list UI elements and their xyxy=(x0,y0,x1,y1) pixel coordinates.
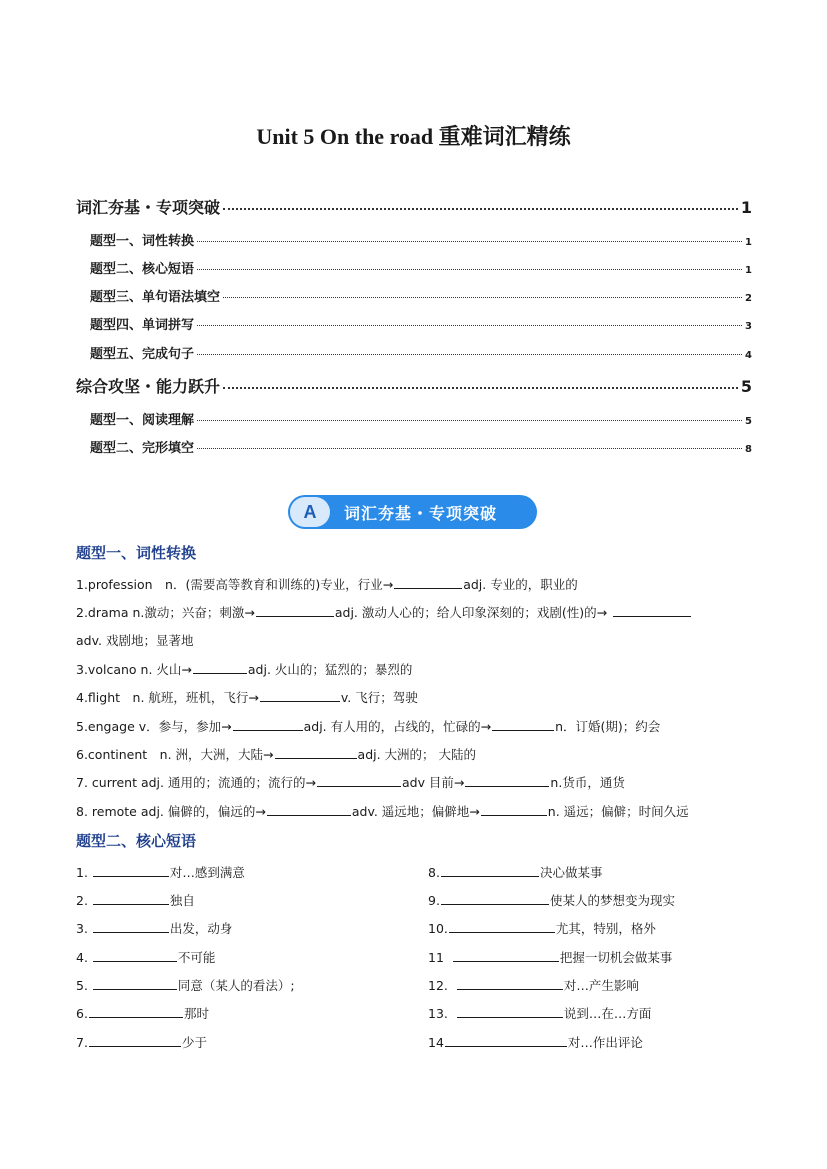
toc-label: 题型一、词性转换 xyxy=(90,234,195,249)
phrase-meaning: 说到…在…方面 xyxy=(563,1006,652,1021)
answer-blank[interactable] xyxy=(457,1005,563,1018)
toc-page: 5 xyxy=(740,377,752,396)
answer-blank[interactable] xyxy=(457,977,563,990)
phrase-item xyxy=(76,976,295,994)
answer-blank[interactable] xyxy=(260,689,340,702)
item-number: 14 xyxy=(428,1035,444,1050)
line-text: 5.engage v．参与，参加→ xyxy=(76,719,232,734)
phrase-meaning: 不可能 xyxy=(177,950,216,965)
phrase-item xyxy=(76,948,215,966)
exercise-line xyxy=(76,688,418,706)
toc-leader xyxy=(197,420,742,421)
toc-label: 题型二、完形填空 xyxy=(90,441,195,456)
phrase-item xyxy=(76,1033,207,1051)
answer-blank[interactable] xyxy=(93,920,169,933)
phrase-item xyxy=(428,1033,643,1051)
toc-leader xyxy=(223,297,742,298)
item-number: 1. xyxy=(76,865,88,880)
toc-leader xyxy=(223,208,738,210)
toc-entry[interactable] xyxy=(90,343,752,362)
line-text: 3.volcano n. 火山→ xyxy=(76,662,192,677)
answer-blank[interactable] xyxy=(317,774,401,787)
toc-leader xyxy=(197,325,742,326)
line-text: 6.continent n. 洲，大洲，大陆→ xyxy=(76,747,274,762)
phrase-item xyxy=(76,863,245,881)
phrase-item xyxy=(76,1004,209,1022)
phrase-meaning: 尤其，特别，格外 xyxy=(555,921,656,936)
line-text: 1.profession n．(需要高等教育和训练的)专业，行业→ xyxy=(76,577,394,592)
line-text: n．订婚(期)；约会 xyxy=(555,719,661,734)
toc-page: 2 xyxy=(745,293,752,304)
line-text: adj. 火山的；猛烈的；暴烈的 xyxy=(247,662,413,677)
item-number: 11 xyxy=(428,950,444,965)
answer-blank[interactable] xyxy=(613,604,691,617)
line-text: 2.drama n.激动；兴奋；刺激→ xyxy=(76,605,255,620)
exercise-line xyxy=(76,745,476,763)
line-text: adj. 激动人心的；给人印象深刻的；戏剧(性)的→ xyxy=(334,605,608,620)
phrase-item xyxy=(428,863,602,881)
toc-leader xyxy=(223,387,738,389)
answer-blank[interactable] xyxy=(256,604,334,617)
exercise-line xyxy=(76,631,193,649)
exercise-line xyxy=(76,575,578,593)
item-number: 13. xyxy=(428,1006,448,1021)
phrase-meaning: 使某人的梦想变为现实 xyxy=(549,893,675,908)
toc-entry[interactable] xyxy=(90,314,752,333)
toc-label: 题型三、单句语法填空 xyxy=(90,290,221,305)
phrase-item xyxy=(428,948,672,966)
phrase-meaning: 出发，动身 xyxy=(169,921,233,936)
item-number: 9. xyxy=(428,893,440,908)
exercise-line xyxy=(76,660,412,678)
answer-blank[interactable] xyxy=(441,864,539,877)
toc-leader xyxy=(197,241,742,242)
phrase-meaning: 那时 xyxy=(183,1006,209,1021)
toc-page: 4 xyxy=(745,350,752,361)
toc-label: 题型五、完成句子 xyxy=(90,347,195,362)
toc-label: 词汇夯基・专项突破 xyxy=(76,198,221,217)
toc-label: 题型一、阅读理解 xyxy=(90,413,195,428)
item-number: 2. xyxy=(76,893,88,908)
phrase-item xyxy=(76,919,232,937)
toc-entry[interactable] xyxy=(90,437,752,456)
toc-leader xyxy=(197,354,742,355)
phrase-item xyxy=(428,1004,651,1022)
phrase-meaning: 独自 xyxy=(169,893,195,908)
phrase-meaning: 把握一切机会做某事 xyxy=(559,950,673,965)
phrase-item xyxy=(428,919,656,937)
answer-blank[interactable] xyxy=(481,803,547,816)
item-number: 12. xyxy=(428,978,448,993)
phrase-meaning: 同意（某人的看法）; xyxy=(177,978,295,993)
toc-entry[interactable] xyxy=(76,374,752,397)
line-text: n. 遥远；偏僻；时间久远 xyxy=(547,804,689,819)
line-text: 7. current adj. 通用的；流通的；流行的→ xyxy=(76,775,316,790)
toc-page: 5 xyxy=(745,416,752,427)
line-text: 8. remote adj. 偏僻的，偏远的→ xyxy=(76,804,266,819)
item-number: 10. xyxy=(428,921,448,936)
phrase-item xyxy=(428,976,639,994)
toc-page: 1 xyxy=(740,198,752,217)
item-number: 5. xyxy=(76,978,88,993)
answer-blank[interactable] xyxy=(441,892,549,905)
exercise-line xyxy=(76,603,692,621)
page-title: Unit 5 On the road 重难词汇精练 xyxy=(256,124,571,149)
answer-blank[interactable] xyxy=(275,746,357,759)
phrase-item xyxy=(428,891,675,909)
toc-entry[interactable] xyxy=(76,195,752,218)
toc-entry[interactable] xyxy=(90,286,752,305)
item-number: 3. xyxy=(76,921,88,936)
answer-blank[interactable] xyxy=(93,977,177,990)
line-text: v. 飞行；驾驶 xyxy=(340,690,418,705)
toc-label: 综合攻坚・能力跃升 xyxy=(76,377,221,396)
toc-entry[interactable] xyxy=(90,409,752,428)
toc-page: 1 xyxy=(745,265,752,276)
item-number: 4. xyxy=(76,950,88,965)
toc-page: 8 xyxy=(745,444,752,455)
toc-leader xyxy=(197,269,742,270)
line-text: adv. 戏剧地；显著地 xyxy=(76,633,194,648)
answer-blank[interactable] xyxy=(394,576,462,589)
answer-blank[interactable] xyxy=(193,661,247,674)
answer-blank[interactable] xyxy=(267,803,351,816)
item-number: 7. xyxy=(76,1035,88,1050)
line-text: adv 目前→ xyxy=(401,775,465,790)
phrase-meaning: 少于 xyxy=(181,1035,207,1050)
answer-blank[interactable] xyxy=(492,718,554,731)
answer-blank[interactable] xyxy=(465,774,549,787)
toc-page: 3 xyxy=(745,321,752,332)
line-text: adj. 专业的，职业的 xyxy=(463,577,578,592)
answer-blank[interactable] xyxy=(89,1034,181,1047)
toc-page: 1 xyxy=(745,237,752,248)
answer-blank[interactable] xyxy=(93,892,169,905)
answer-blank[interactable] xyxy=(445,1034,567,1047)
section-heading: 题型二、核心短语 xyxy=(76,832,197,850)
line-text: n.货币，通货 xyxy=(550,775,625,790)
line-text: adj. 大洲的； 大陆的 xyxy=(357,747,477,762)
badge-text: 词汇夯基・专项突破 xyxy=(344,503,498,523)
phrase-meaning: 对…产生影响 xyxy=(563,978,639,993)
toc-label: 题型四、单词拼写 xyxy=(90,318,195,333)
exercise-line xyxy=(76,717,660,735)
toc-leader xyxy=(197,448,742,449)
badge-letter: A xyxy=(290,497,330,527)
phrase-meaning: 决心做某事 xyxy=(539,865,603,880)
line-text: adj. 有人用的，占线的，忙碌的→ xyxy=(303,719,492,734)
toc-label: 题型二、核心短语 xyxy=(90,262,195,277)
toc-entry[interactable] xyxy=(90,230,752,249)
answer-blank[interactable] xyxy=(93,949,177,962)
answer-blank[interactable] xyxy=(449,920,555,933)
answer-blank[interactable] xyxy=(233,718,303,731)
section-badge xyxy=(288,495,537,529)
answer-blank[interactable] xyxy=(93,864,169,877)
line-text: 4.flight n. 航班，班机，飞行→ xyxy=(76,690,259,705)
line-text: adv. 遥远地；偏僻地→ xyxy=(351,804,480,819)
item-number: 6. xyxy=(76,1006,88,1021)
item-number: 8. xyxy=(428,865,440,880)
exercise-line xyxy=(76,773,625,791)
phrase-meaning: 对…感到满意 xyxy=(169,865,245,880)
section-heading: 题型一、词性转换 xyxy=(76,544,197,562)
answer-blank[interactable] xyxy=(453,949,559,962)
phrase-meaning: 对…作出评论 xyxy=(567,1035,643,1050)
answer-blank[interactable] xyxy=(89,1005,183,1018)
phrase-item xyxy=(76,891,195,909)
toc-entry[interactable] xyxy=(90,258,752,277)
exercise-line xyxy=(76,802,689,820)
